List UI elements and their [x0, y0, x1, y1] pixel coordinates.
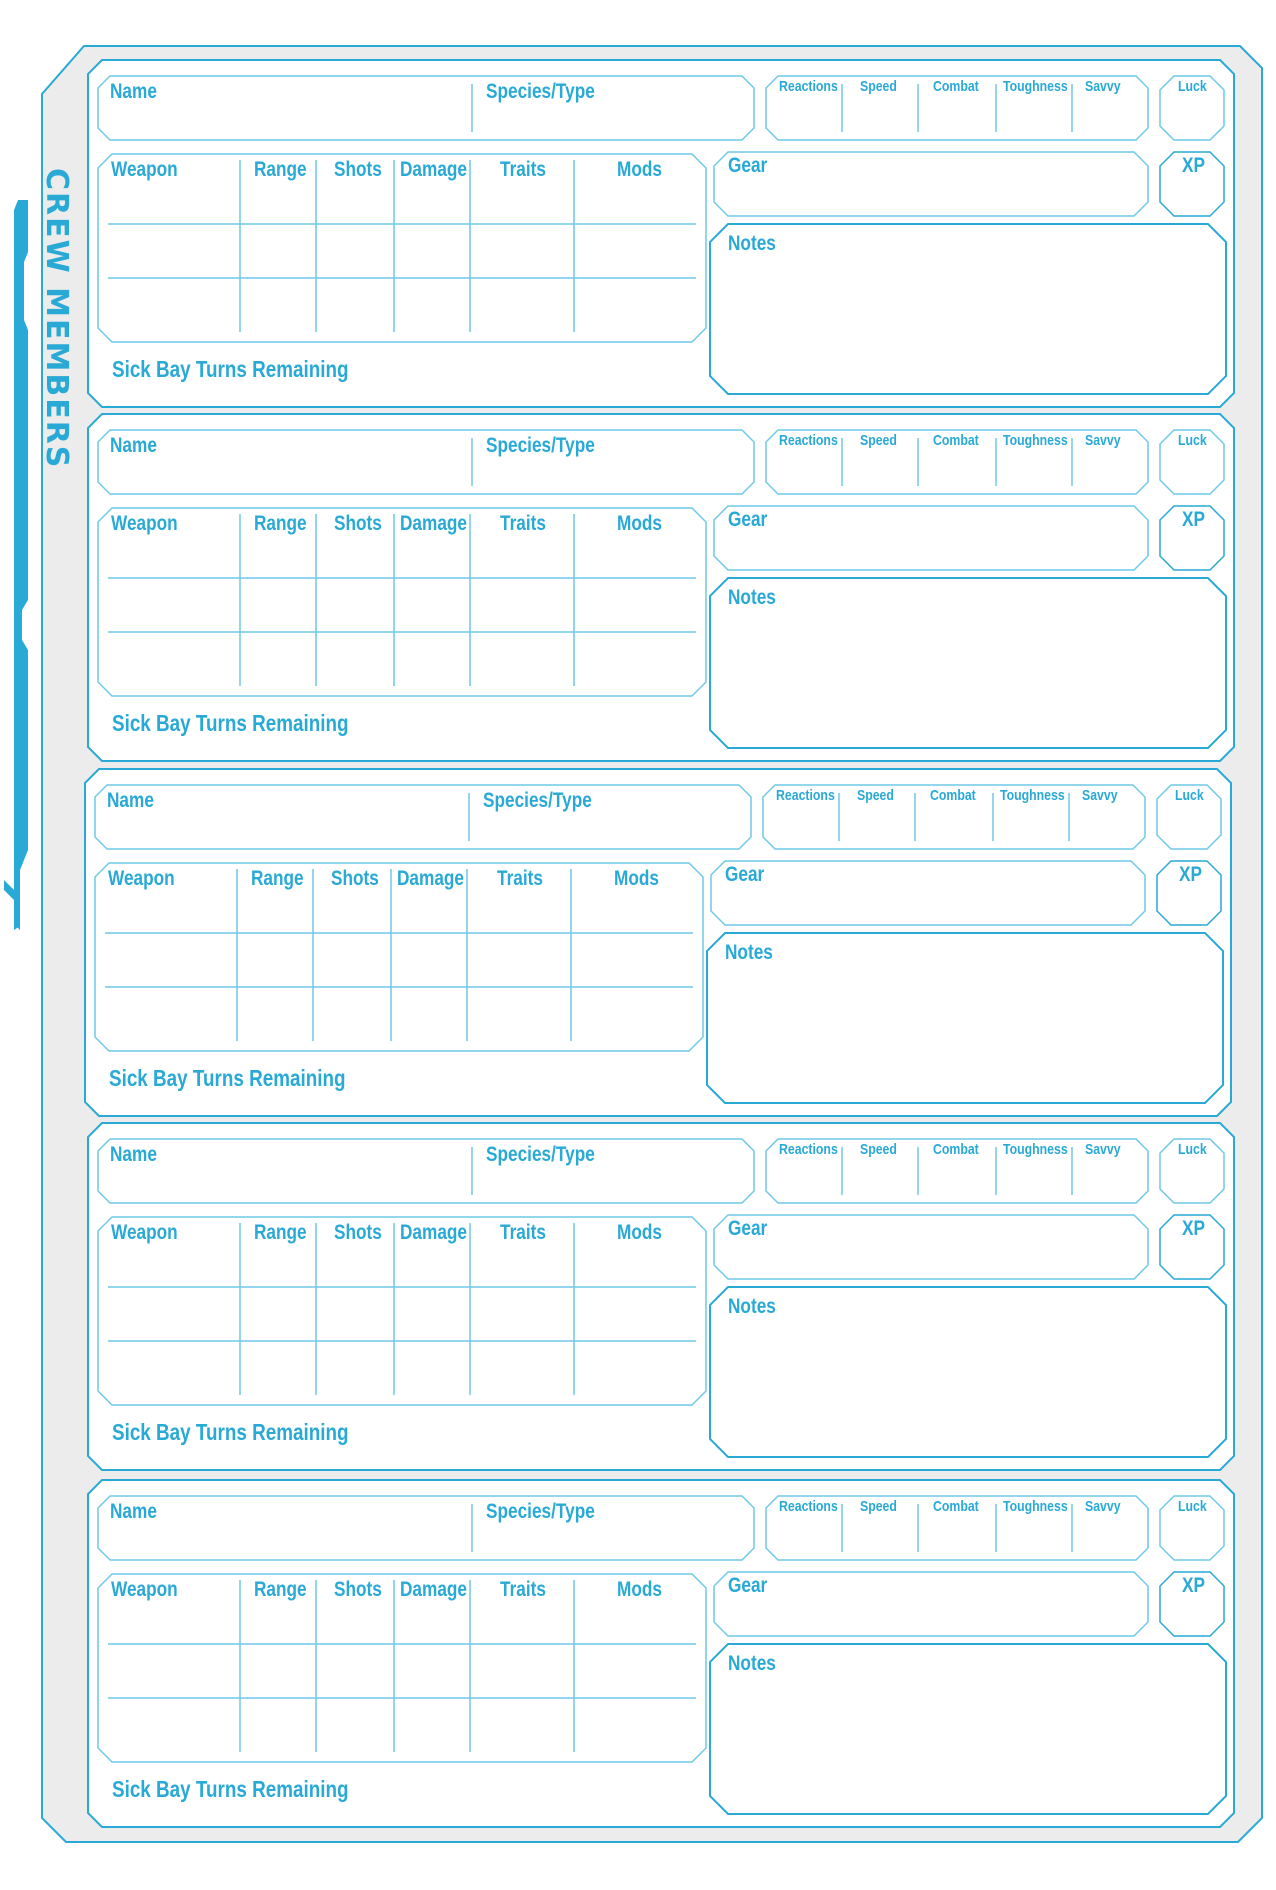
stat-label-toughness: Toughness [1003, 78, 1068, 95]
weapon-column-shots: Shots [334, 158, 382, 181]
notes-label: Notes [728, 586, 776, 609]
weapon-column-traits: Traits [500, 158, 546, 181]
weapon-column-damage: Damage [397, 867, 464, 890]
gear-field [714, 152, 1148, 216]
stat-label-toughness: Toughness [1000, 787, 1065, 804]
weapon-column-shots: Shots [334, 512, 382, 535]
stat-label-reactions: Reactions [776, 787, 835, 804]
weapon-column-range: Range [254, 158, 307, 181]
stat-label-combat: Combat [933, 1498, 979, 1515]
stat-label-savvy: Savvy [1085, 1141, 1121, 1158]
weapon-column-mods: Mods [617, 1578, 662, 1601]
sick-bay-label: Sick Bay Turns Remaining [112, 1776, 349, 1802]
notes-label: Notes [728, 1295, 776, 1318]
xp-label: XP [1182, 154, 1205, 177]
stat-label-combat: Combat [933, 1141, 979, 1158]
xp-label: XP [1182, 1574, 1205, 1597]
gear-label: Gear [728, 154, 768, 177]
weapon-column-traits: Traits [500, 512, 546, 535]
name-species-field [98, 1139, 754, 1203]
notes-label: Notes [728, 232, 776, 255]
weapon-column-mods: Mods [614, 867, 659, 890]
notes-label: Notes [728, 1652, 776, 1675]
weapon-column-traits: Traits [497, 867, 543, 890]
luck-label: Luck [1175, 787, 1204, 804]
weapon-column-range: Range [254, 1221, 307, 1244]
weapon-column-traits: Traits [500, 1578, 546, 1601]
notes-field [710, 1287, 1226, 1457]
luck-label: Luck [1178, 78, 1207, 95]
crew-member-card [88, 1480, 1234, 1827]
weapon-column-mods: Mods [617, 1221, 662, 1244]
stat-label-savvy: Savvy [1085, 432, 1121, 449]
weapon-table [95, 863, 703, 1051]
gear-field [714, 506, 1148, 570]
weapon-column-damage: Damage [400, 512, 467, 535]
gear-field [714, 1572, 1148, 1636]
stat-label-combat: Combat [933, 432, 979, 449]
stat-label-savvy: Savvy [1085, 78, 1121, 95]
weapon-column-range: Range [251, 867, 304, 890]
luck-label: Luck [1178, 1498, 1207, 1515]
name-species-field [98, 430, 754, 494]
weapon-column-range: Range [254, 512, 307, 535]
notes-field [707, 933, 1223, 1103]
name-species-field [98, 1496, 754, 1560]
stat-label-speed: Speed [860, 1498, 897, 1515]
species-label: Species/Type [486, 1500, 595, 1523]
gear-label: Gear [728, 1574, 768, 1597]
name-label: Name [110, 80, 157, 103]
stat-label-toughness: Toughness [1003, 1498, 1068, 1515]
name-label: Name [110, 1500, 157, 1523]
gear-label: Gear [728, 508, 768, 531]
stat-label-combat: Combat [933, 78, 979, 95]
sick-bay-label: Sick Bay Turns Remaining [112, 1419, 349, 1445]
weapon-column-weapon: Weapon [111, 512, 178, 535]
weapon-column-weapon: Weapon [108, 867, 175, 890]
stat-label-toughness: Toughness [1003, 432, 1068, 449]
sick-bay-label: Sick Bay Turns Remaining [112, 710, 349, 736]
notes-field [710, 224, 1226, 394]
weapon-column-shots: Shots [334, 1221, 382, 1244]
stat-label-combat: Combat [930, 787, 976, 804]
notes-label: Notes [725, 941, 773, 964]
weapon-column-weapon: Weapon [111, 158, 178, 181]
stat-label-savvy: Savvy [1082, 787, 1118, 804]
stat-label-reactions: Reactions [779, 432, 838, 449]
crew-member-card [88, 60, 1234, 407]
weapon-table [98, 1217, 706, 1405]
xp-label: XP [1182, 1217, 1205, 1240]
luck-label: Luck [1178, 1141, 1207, 1158]
species-label: Species/Type [486, 1143, 595, 1166]
sidebar-accent [14, 200, 28, 930]
stat-label-reactions: Reactions [779, 78, 838, 95]
sick-bay-label: Sick Bay Turns Remaining [112, 356, 349, 382]
crew-member-card [88, 1123, 1234, 1470]
weapon-table [98, 1574, 706, 1762]
stat-label-speed: Speed [857, 787, 894, 804]
name-label: Name [107, 789, 154, 812]
species-label: Species/Type [483, 789, 592, 812]
weapon-column-weapon: Weapon [111, 1578, 178, 1601]
stat-label-toughness: Toughness [1003, 1141, 1068, 1158]
weapon-column-damage: Damage [400, 1221, 467, 1244]
gear-field [711, 861, 1145, 925]
crew-member-card [88, 414, 1234, 761]
species-label: Species/Type [486, 80, 595, 103]
sheet-title: CREW MEMBERS [39, 168, 74, 470]
notes-field [710, 1644, 1226, 1814]
species-label: Species/Type [486, 434, 595, 457]
weapon-column-shots: Shots [331, 867, 379, 890]
stat-label-speed: Speed [860, 432, 897, 449]
weapon-column-damage: Damage [400, 158, 467, 181]
stat-label-reactions: Reactions [779, 1141, 838, 1158]
stat-label-savvy: Savvy [1085, 1498, 1121, 1515]
weapon-column-mods: Mods [617, 158, 662, 181]
name-species-field [98, 76, 754, 140]
weapon-column-range: Range [254, 1578, 307, 1601]
weapon-column-damage: Damage [400, 1578, 467, 1601]
xp-label: XP [1182, 508, 1205, 531]
name-label: Name [110, 434, 157, 457]
luck-label: Luck [1178, 432, 1207, 449]
weapon-column-shots: Shots [334, 1578, 382, 1601]
stat-label-speed: Speed [860, 78, 897, 95]
weapon-column-mods: Mods [617, 512, 662, 535]
gear-field [714, 1215, 1148, 1279]
gear-label: Gear [725, 863, 765, 886]
stat-label-reactions: Reactions [779, 1498, 838, 1515]
gear-label: Gear [728, 1217, 768, 1240]
xp-label: XP [1179, 863, 1202, 886]
name-species-field [95, 785, 751, 849]
weapon-table [98, 154, 706, 342]
sick-bay-label: Sick Bay Turns Remaining [109, 1065, 346, 1091]
weapon-column-traits: Traits [500, 1221, 546, 1244]
notes-field [710, 578, 1226, 748]
crew-member-card [85, 769, 1231, 1116]
weapon-table [98, 508, 706, 696]
name-label: Name [110, 1143, 157, 1166]
weapon-column-weapon: Weapon [111, 1221, 178, 1244]
stat-label-speed: Speed [860, 1141, 897, 1158]
